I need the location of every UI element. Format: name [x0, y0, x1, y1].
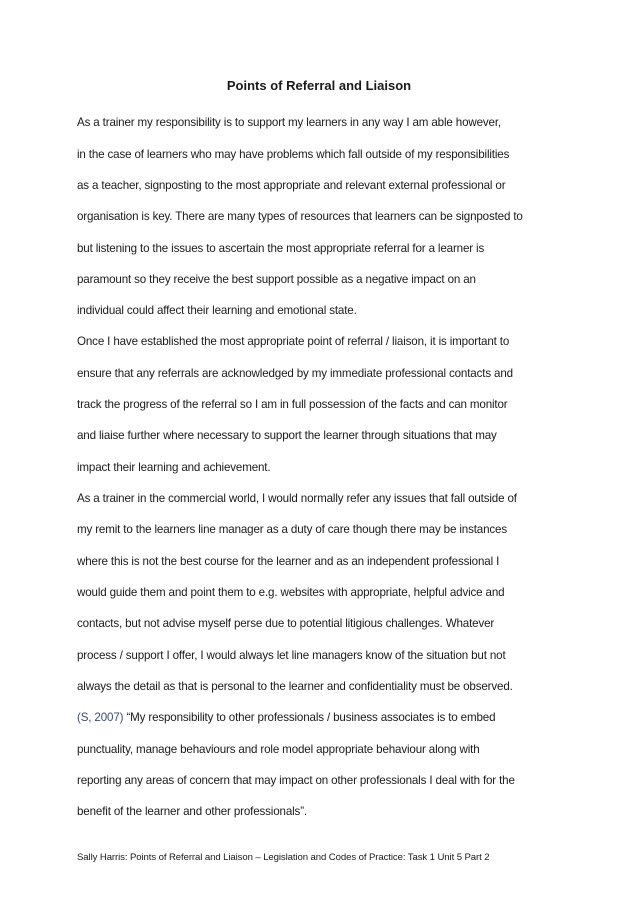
body-line-7: individual could affect their learning and emotional state. [77, 304, 357, 317]
body-line-12: impact their learning and achievement. [77, 461, 271, 474]
quote-start: “My responsibility to other professionals / business associates is to embed [126, 711, 496, 724]
page-title: Points of Referral and Liaison [226, 78, 412, 93]
body-line-10: track the progress of the referral so I am in full possession of the facts and can monitor [77, 398, 508, 411]
body-line-23: benefit of the learner and other professionals”. [77, 805, 307, 818]
body-line-2: in the case of learners who may have problems which fall outside of my responsibilities [77, 148, 510, 161]
body-line-8: Once I have established the most appropriate point of referral / liaison, it is important to [77, 335, 510, 348]
body-line-14: my remit to the learners line manager as a duty of care though there may be instances [77, 523, 507, 536]
body-line-1: As a trainer my responsibility is to support my learners in any way I am able however, [77, 116, 501, 129]
body-line-5: but listening to the issues to ascertain the most appropriate referral for a learner is [77, 242, 485, 255]
body-line-15: where this is not the best course for the learner and as an independent professional I [77, 555, 500, 568]
body-line-13: As a trainer in the commercial world, I would normally refer any issues that fall outside of [77, 492, 517, 505]
citation: (S, 2007) [77, 711, 124, 724]
body-line-3: as a teacher, signposting to the most appropriate and relevant external professional or [77, 179, 506, 192]
body-line-16: would guide them and point them to e.g. websites with appropriate, helpful advice and [77, 586, 505, 599]
body-line-11: and liaise further where necessary to support the learner through situations that may [77, 429, 497, 442]
body-line-19: always the detail as that is personal to the learner and confidentiality must be observed. [77, 680, 513, 693]
body-line-18: process / support I offer, I would always let line managers know of the situation but not [77, 649, 506, 662]
body-line-9: ensure that any referrals are acknowledged by my immediate professional contacts and [77, 367, 513, 380]
body-line-6: paramount so they receive the best support possible as a negative impact on an [77, 273, 476, 286]
body-line-20 [77, 710, 495, 726]
body-line-17: contacts, but not advise myself perse due to potential litigious challenges. Whatever [77, 617, 495, 630]
body-line-21: punctuality, manage behaviours and role model appropriate behaviour along with [77, 743, 480, 756]
page-footer: Sally Harris: Points of Referral and Liaison – Legislation and Codes of Practice: Task 1 Unit 5 Part 2 [77, 852, 490, 863]
body-line-4: organisation is key. There are many types of resources that learners can be signposted to [77, 210, 523, 223]
body-line-22: reporting any areas of concern that may impact on other professionals I deal with for the [77, 774, 515, 787]
